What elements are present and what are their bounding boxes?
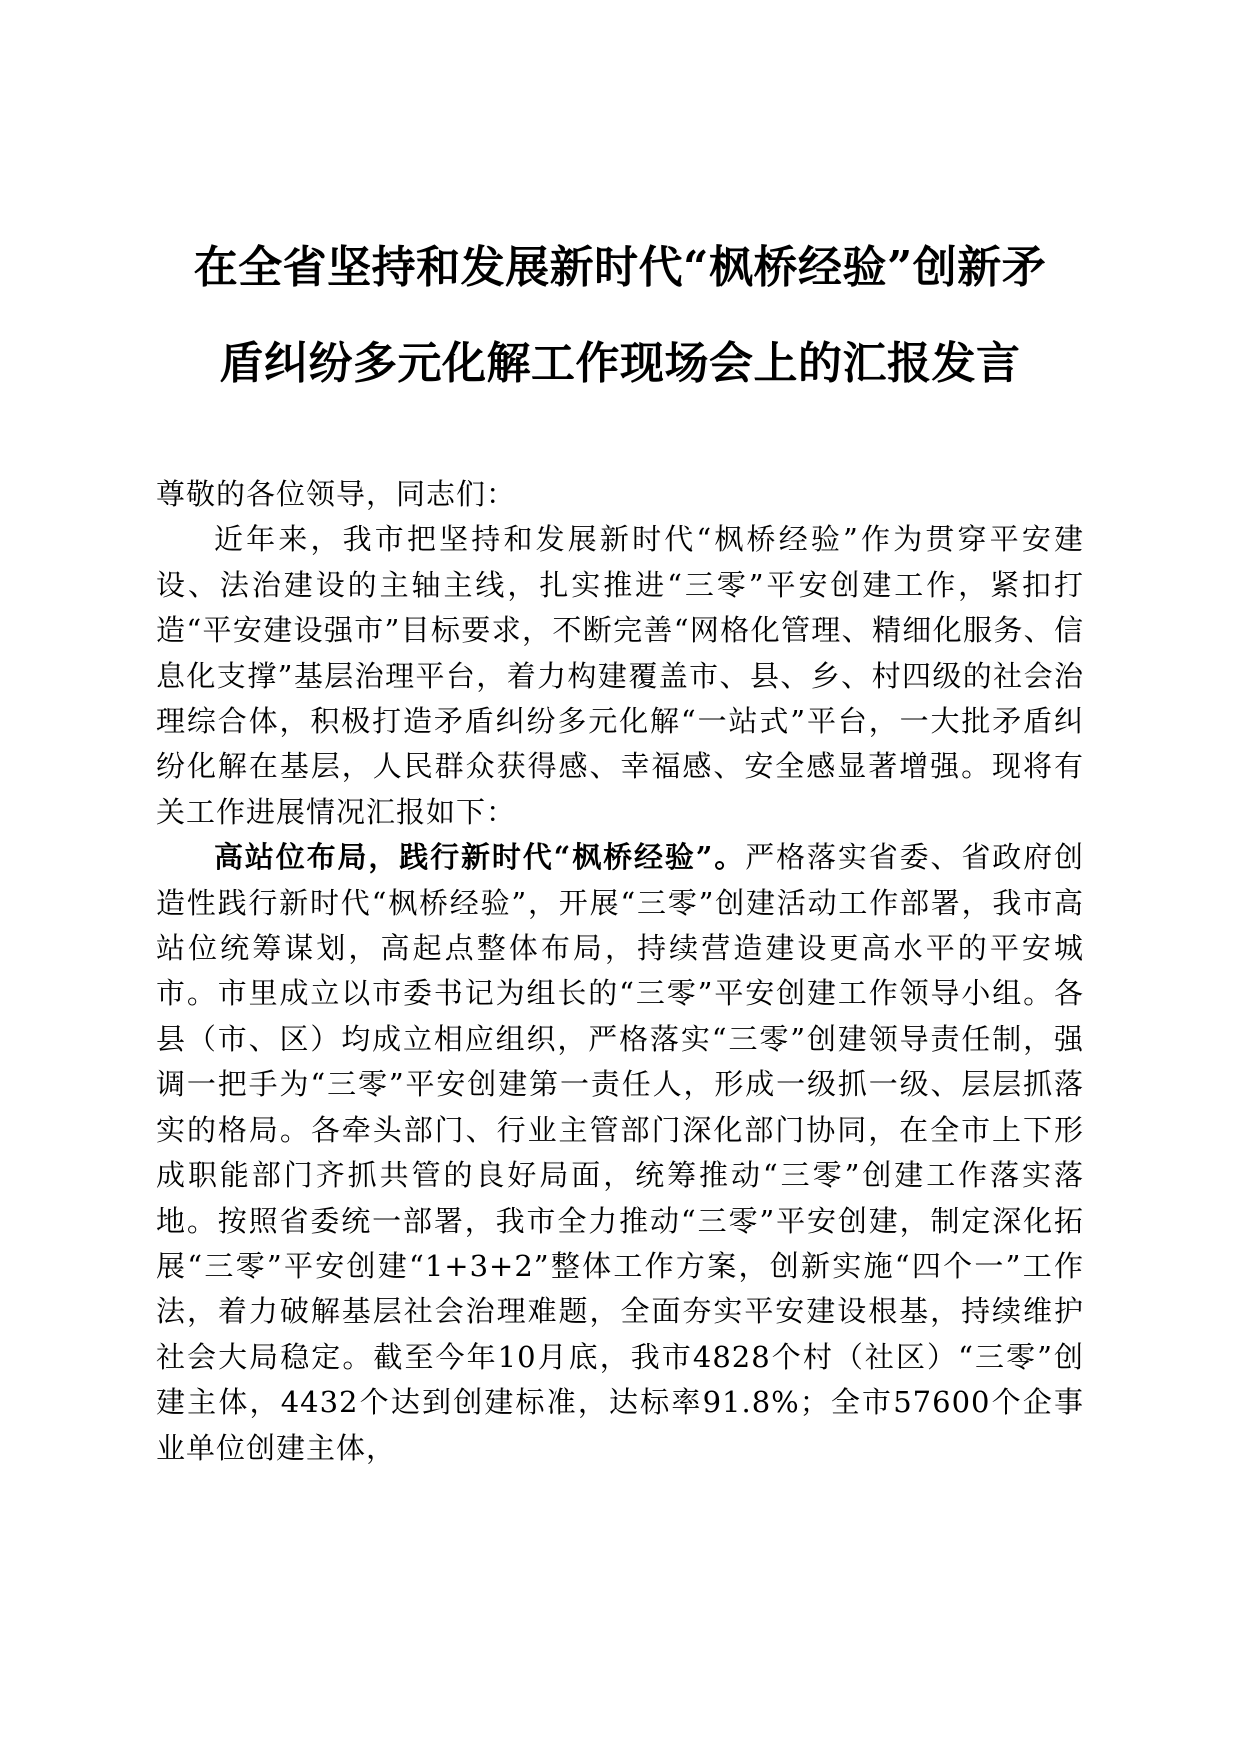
document-body (156, 472, 1084, 1471)
paragraph-section-1 (156, 835, 1084, 1471)
section-text: 严格落实省委、省政府创造性践行新时代“枫桥经验”，开展“三零”创建活动工作部署，我市高站位统筹谋划，高起点整体布局，持续营造建设更高水平的平安城市。市里成立以市委书记为组长的“三零”平安创建工作领导小组。各县（市、区）均成立相应组织，严格落实“三零”创建领导责任制，强调一把手为“三零”平安创建第一责任人，形成一级抓一级、层层抓落实的格局。各牵头部门、行业主管部门深化部门协同，在全市上下形成职能部门齐抓共管的良好局面，统筹推动“三零”创建工作落实落地。按照省委统一部署，我市全力推动“三零”平安创建，制定深化拓展“三零”平安创建“1+3+2”整体工作方案，创新实施“四个一”工作法，着力破解基层社会治理难题，全面夯实平安建设根基，持续维护社会大局稳定。截至今年10月底，我市4828个村（社区）“三零”创建主体，4432个达到创建标准，达标率91.8%；全市57600个企事业单位创建主体， (156, 840, 1084, 1465)
section-heading: 高站位布局，践行新时代“枫桥经验”。 (214, 840, 746, 875)
paragraph-intro: 近年来，我市把坚持和发展新时代“枫桥经验”作为贯穿平安建设、法治建设的主轴主线，扎实推进“三零”平安创建工作，紧扣打造“平安建设强市”目标要求，不断完善“网格化管理、精细化服务、信息化支撑”基层治理平台，着力构建覆盖市、县、乡、村四级的社会治理综合体，积极打造矛盾纠纷多元化解“一站式”平台，一大批矛盾纠纷化解在基层，人民群众获得感、幸福感、安全感显著增强。现将有关工作进展情况汇报如下： (156, 522, 1084, 829)
salutation: 尊敬的各位领导，同志们： (156, 477, 517, 511)
title-line-2: 盾纠纷多元化解工作现场会上的汇报发言 (219, 338, 1021, 389)
document-title (150, 220, 1090, 412)
title-line-1: 在全省坚持和发展新时代“枫桥经验”创新矛 (193, 242, 1047, 293)
